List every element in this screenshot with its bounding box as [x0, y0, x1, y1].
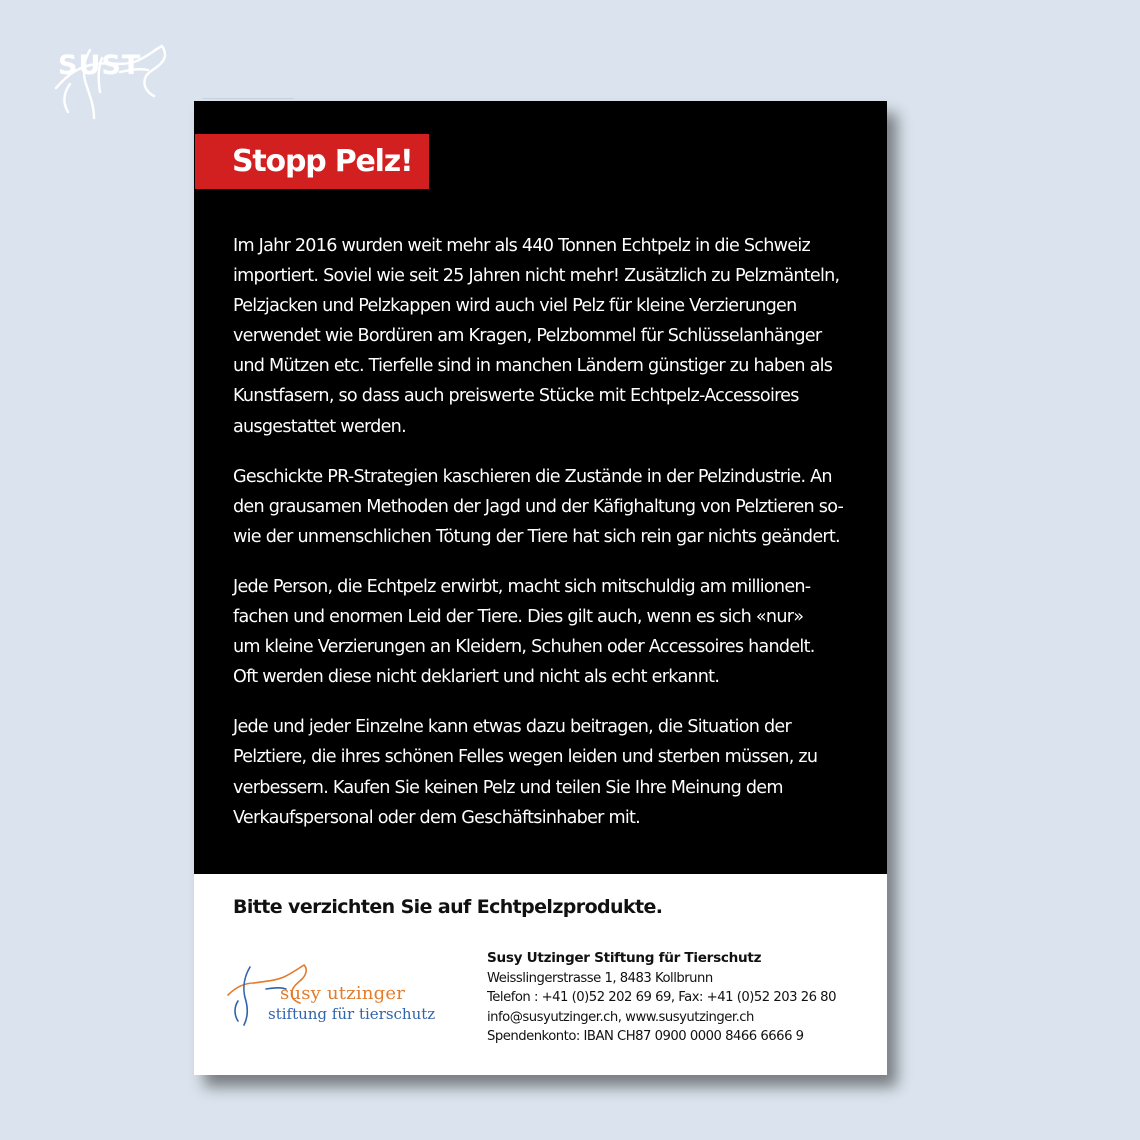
- contact-block: [487, 949, 836, 1047]
- text-line: fachen und enormen Leid der Tiere. Dies gilt auch, wenn es sich «nur»: [233, 607, 804, 628]
- text-line: verbessern. Kaufen Sie keinen Pelz und teilen Sie Ihre Meinung dem: [233, 777, 783, 798]
- text-line: Kunstfasern, so dass auch preiswerte Stücke mit Echtpelz-Accessoires: [233, 386, 799, 407]
- text-line: ausgestattet werden.: [233, 416, 406, 437]
- organization-name: Susy Utzinger Stiftung für Tierschutz: [487, 950, 762, 966]
- paragraph-2: [233, 462, 853, 552]
- text-line: Pelzjacken und Pelzkappen wird auch viel Pelz für kleine Verzierungen: [233, 296, 797, 317]
- title-banner: [195, 134, 429, 189]
- text-line: importiert. Soviel wie seit 25 Jahren nicht mehr! Zusätzlich zu Pelzmänteln,: [233, 266, 840, 287]
- text-line: Pelztiere, die ihres schönen Felles wegen leiden und sterben müssen, zu: [233, 747, 818, 768]
- call-to-action: Bitte verzichten Sie auf Echtpelzprodukte.: [233, 896, 663, 918]
- text-line: Im Jahr 2016 wurden weit mehr als 440 Tonnen Echtpelz in die Schweiz: [233, 236, 810, 256]
- donation-account: Spendenkonto: IBAN CH87 0900 0000 8466 6666 9: [487, 1029, 804, 1045]
- paragraph-4: [233, 712, 853, 832]
- flyer-title: Stopp Pelz!: [232, 143, 413, 179]
- text-line: Jede und jeder Einzelne kann etwas dazu beitragen, die Situation der: [233, 717, 791, 738]
- paragraph-3: [233, 572, 853, 692]
- brand-divider: [202, 98, 294, 99]
- logo-subtitle: stiftung für tierschutz: [268, 1005, 436, 1023]
- flyer-black-panel: [194, 101, 887, 874]
- address: Weisslingerstrasse 1, 8483 Kollbrunn: [487, 970, 713, 986]
- text-line: Jede Person, die Echtpelz erwirbt, macht sich mitschuldig am millionen-: [233, 576, 811, 597]
- brand-wordmark: SUST: [58, 50, 142, 81]
- text-line: Oft werden diese nicht deklariert und nicht als echt erkannt.: [233, 667, 720, 688]
- phone-fax: Telefon : +41 (0)52 202 69 69, Fax: +41 (0)52 203 26 80: [487, 990, 836, 1006]
- email-web: info@susyutzinger.ch, www.susyutzinger.ch: [487, 1009, 754, 1025]
- text-line: verwendet wie Bordüren am Kragen, Pelzbommel für Schlüsselanhänger: [233, 326, 822, 347]
- flyer-body-text: [233, 231, 853, 853]
- text-line: Verkaufspersonal oder dem Geschäftsinhaber mit.: [233, 807, 641, 828]
- logo-name: susy utzinger: [280, 983, 405, 1004]
- text-line: den grausamen Methoden der Jagd und der Käfighaltung von Pelztieren so-: [233, 496, 844, 517]
- paragraph-1: [233, 231, 853, 442]
- flyer-sheet: [194, 101, 887, 1075]
- text-line: Geschickte PR-Strategien kaschieren die Zustände in der Pelzindustrie. An: [233, 466, 832, 487]
- text-line: um kleine Verzierungen an Kleidern, Schuhen oder Accessoires handelt.: [233, 637, 815, 658]
- text-line: und Mützen etc. Tierfelle sind in manchen Ländern günstiger zu haben als: [233, 356, 833, 377]
- text-line: wie der unmenschlichen Tötung der Tiere hat sich rein gar nichts geändert.: [233, 526, 840, 547]
